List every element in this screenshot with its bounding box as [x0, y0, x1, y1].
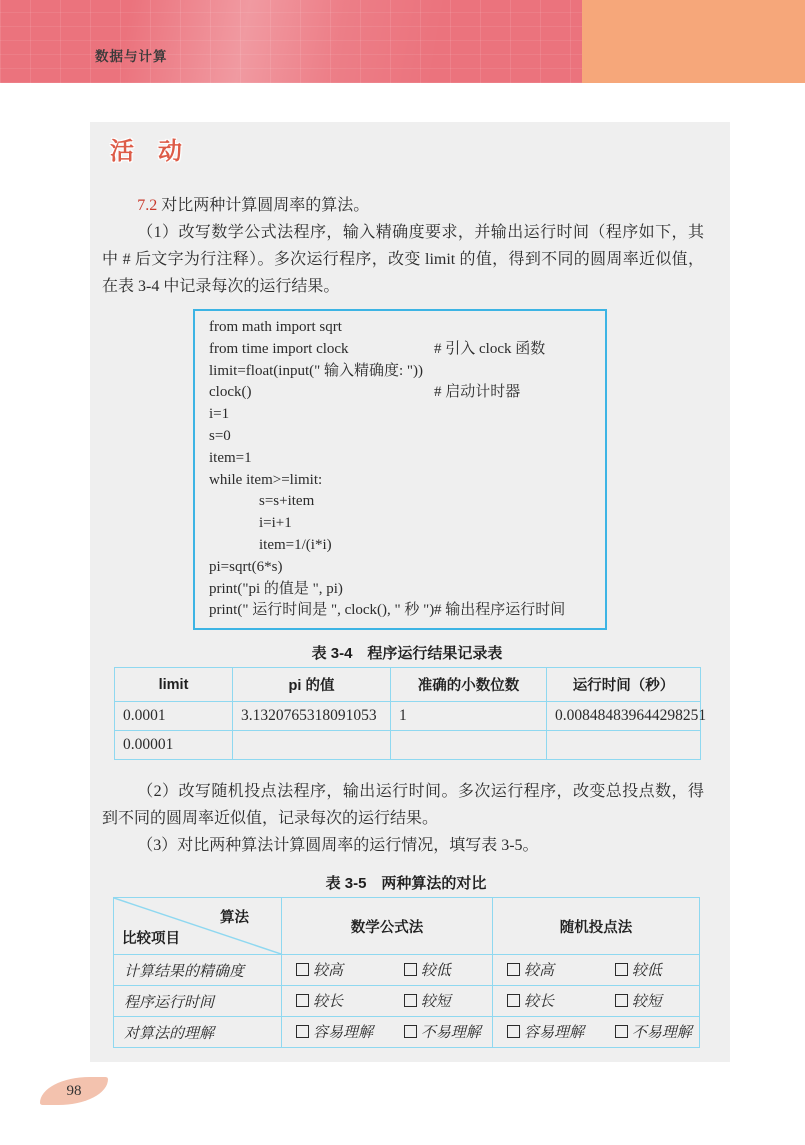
option: 不易理解 — [404, 1021, 481, 1042]
column-header-pi-value: pi 的值 — [233, 668, 391, 702]
paragraph-1: （1）改写数学公式法程序，输入精确度要求，并输出运行时间（程序如下，其中 # 后文字为行注释）。多次运行程序，改变 limit 的值，得到不同的圆周率近似值，在表 3-4 中记录每次的运行结果。 — [102, 224, 704, 295]
checkbox-icon — [615, 1025, 628, 1038]
table-3-4-caption: 表 3-4 程序运行结果记录表 — [311, 645, 503, 663]
cell-runtime: 0.008484839644298251 — [547, 702, 701, 731]
options-cell — [282, 986, 493, 1017]
table-3-5 — [113, 897, 700, 1048]
row-label-runtime: 程序运行时间 — [114, 986, 282, 1017]
column-header-limit: limit — [115, 668, 233, 702]
code-line: limit=float(input(" 输入精确度: ")) — [209, 362, 424, 379]
option: 较长 — [296, 990, 400, 1011]
section-intro-text: 对比两种计算圆周率的算法。 — [161, 197, 370, 214]
code-line: item=1/(i*i) — [259, 536, 332, 553]
table-row — [115, 731, 701, 760]
code-comment: # 输出程序运行时间 — [434, 602, 566, 619]
code-listing — [193, 309, 607, 630]
column-header-random-point-method: 随机投点法 — [493, 898, 700, 955]
cell-pi-value: 3.1320765318091053 — [233, 702, 391, 731]
header-band — [0, 0, 582, 83]
checkbox-icon — [615, 994, 628, 1007]
code-line: from time import clock # 引入 clock 函数 — [209, 339, 591, 361]
checkbox-icon — [507, 1025, 520, 1038]
code-line: from math import sqrt — [209, 319, 342, 335]
chapter-title: 数据与计算 — [95, 49, 168, 64]
option: 较低 — [404, 959, 451, 980]
column-header-decimal-digits: 准确的小数位数 — [391, 668, 547, 702]
checkbox-icon — [296, 1025, 309, 1038]
code-line: item=1 — [209, 449, 252, 466]
cell-pi-value — [233, 731, 391, 760]
diagonal-header-cell — [114, 898, 282, 955]
page-number-badge — [40, 1077, 108, 1105]
option: 较短 — [404, 990, 451, 1011]
option: 不易理解 — [615, 1021, 692, 1042]
table-3-4 — [114, 667, 707, 760]
option: 较长 — [507, 990, 611, 1011]
table-row — [114, 955, 700, 986]
code-line: print("pi 的值是 ", pi) — [209, 580, 343, 597]
corner-label-compare-item: 比较项目 — [122, 931, 180, 948]
code-line: i=1 — [209, 406, 230, 423]
section-intro — [102, 192, 704, 219]
checkbox-icon — [404, 994, 417, 1007]
option: 较短 — [615, 990, 662, 1011]
column-header-math-formula-method: 数学公式法 — [282, 898, 493, 955]
cell-runtime — [547, 731, 701, 760]
activity-heading: 活 动 — [110, 138, 182, 165]
checkbox-icon — [615, 963, 628, 976]
table-row — [115, 702, 701, 731]
code-line: while item>=limit: — [209, 471, 323, 488]
code-line: pi=sqrt(6*s) — [209, 558, 283, 575]
cell-decimal-digits: 1 — [391, 702, 547, 731]
row-label-accuracy: 计算结果的精确度 — [114, 955, 282, 986]
option: 容易理解 — [296, 1021, 400, 1042]
column-header-runtime: 运行时间（秒） — [547, 668, 701, 702]
code-comment: # 引入 clock 函数 — [434, 340, 546, 357]
corner-accent-block — [582, 0, 805, 83]
code-line: i=i+1 — [259, 515, 292, 532]
option: 容易理解 — [507, 1021, 611, 1042]
section-number: 7.2 — [137, 197, 158, 214]
table-3-5-header-row — [114, 898, 700, 955]
code-line: print(" 运行时间是 ", clock(), " 秒 ") # 输出程序运行时间 — [209, 600, 591, 622]
activity-panel — [90, 122, 730, 1062]
table-3-4-header-row — [115, 668, 701, 702]
code-line: s=0 — [209, 427, 231, 444]
option: 较低 — [615, 959, 662, 980]
options-cell — [493, 955, 700, 986]
table-row — [114, 1017, 700, 1048]
checkbox-icon — [507, 963, 520, 976]
checkbox-icon — [296, 963, 309, 976]
checkbox-icon — [404, 1025, 417, 1038]
row-label-understanding: 对算法的理解 — [114, 1017, 282, 1048]
code-line: s=s+item — [259, 493, 315, 510]
option: 较高 — [296, 959, 400, 980]
options-cell — [282, 955, 493, 986]
paragraph-3: （3）对比两种算法计算圆周率的运行情况，填写表 3-5。 — [137, 837, 539, 855]
option: 较高 — [507, 959, 611, 980]
corner-label-algorithm: 算法 — [220, 910, 249, 927]
code-comment: # 启动计时器 — [434, 384, 521, 401]
options-cell — [493, 986, 700, 1017]
cell-limit: 0.0001 — [115, 702, 233, 731]
checkbox-icon — [507, 994, 520, 1007]
paragraph-2: （2）改写随机投点法程序，输出运行时间。多次运行程序，改变总投点数，得到不同的圆周率近似值，记录每次的运行结果。 — [102, 783, 704, 828]
checkbox-icon — [404, 963, 417, 976]
table-row — [114, 986, 700, 1017]
checkbox-icon — [296, 994, 309, 1007]
options-cell — [493, 1017, 700, 1048]
options-cell — [282, 1017, 493, 1048]
cell-limit: 0.00001 — [115, 731, 233, 760]
code-line: clock() # 启动计时器 — [209, 382, 591, 404]
page-number: 98 — [66, 1082, 82, 1099]
cell-decimal-digits — [391, 731, 547, 760]
table-3-5-caption: 表 3-5 两种算法的对比 — [325, 875, 487, 893]
